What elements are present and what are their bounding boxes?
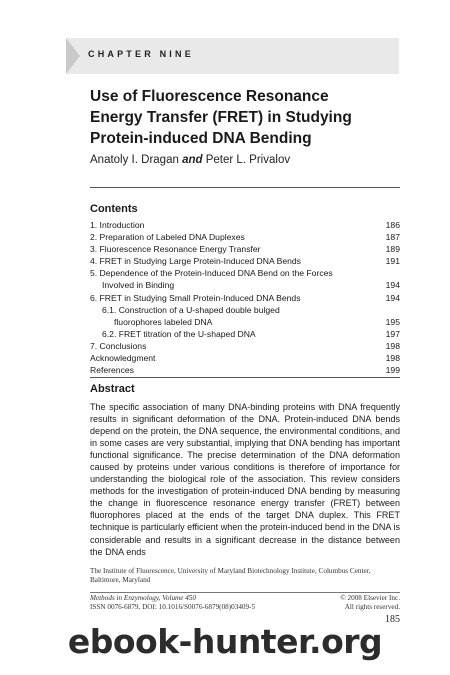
toc-item[interactable]: Acknowledgment 198	[90, 353, 400, 364]
issn-doi[interactable]: ISSN 0076-6879, DOI: 10.1016/S0076-6879(08)03409-5	[90, 603, 256, 611]
chapter-label: CHAPTER NINE	[88, 49, 194, 59]
footer-divider	[90, 592, 400, 593]
issn-line	[90, 603, 400, 612]
copyright: © 2008 Elsevier Inc.	[340, 594, 400, 602]
author-second: Peter L. Privalov	[205, 154, 291, 166]
rights: All rights reserved.	[344, 603, 400, 611]
journal: Methods in Enzymology, Volume 450	[90, 594, 196, 602]
toc-item[interactable]: 3. Fluorescence Resonance Energy Transfer 189	[90, 244, 400, 255]
toc-item[interactable]: References 199	[90, 365, 400, 376]
toc-item[interactable]: 7. Conclusions 198	[90, 340, 400, 351]
title-line: Use of Fluorescence Resonance	[90, 88, 329, 105]
author-first: Anatoly I. Dragan	[90, 154, 179, 166]
title-line: Energy Transfer (FRET) in Studying	[90, 109, 352, 126]
table-of-contents	[90, 219, 400, 376]
authors	[90, 154, 290, 166]
toc-subitem[interactable]: 6.1. Construction of a U-shaped double bulged	[102, 304, 280, 315]
divider	[90, 187, 400, 188]
toc-item[interactable]: Involved in Binding 194	[102, 280, 400, 291]
abstract-heading: Abstract	[90, 383, 135, 395]
page-number: 185	[385, 614, 400, 625]
authors-and: and	[182, 154, 203, 166]
contents-heading: Contents	[90, 203, 138, 215]
watermark: ebook-hunter.org	[67, 622, 383, 661]
toc-subitem[interactable]: fluorophores labeled DNA 195	[114, 316, 400, 327]
chapter-banner-arrow	[66, 38, 80, 74]
chapter-title	[90, 86, 390, 149]
abstract-text: The specific association of many DNA-binding proteins with DNA frequently results in significant deformation of the DNA. Protein-induced DNA bends depend on the protein, the DNA sequence, the environmental conditions, and in some cases are very substantial, implying that DNA bending has important functional significance. The precise determination of the DNA deformation caused by proteins under various conditions is therefore of importance for understanding the biological role of the association. This review considers methods for the investigation of protein-induced DNA bending by measuring the change in fluorescence resonance energy transfer (FRET) between fluorophores placed at the ends of the target DNA duplex. This FRET technique is particularly efficient when the protein-induced bend in the DNA is considerable and results in a significant decrease in the distance between the DNA ends	[90, 402, 400, 557]
toc-item[interactable]: 4. FRET in Studying Large Protein-Induced DNA Bends 191	[90, 256, 400, 267]
toc-subitem[interactable]: 6.2. FRET titration of the U-shaped DNA 197	[102, 328, 400, 339]
publication-line	[90, 594, 400, 603]
divider	[90, 377, 400, 378]
toc-item[interactable]: 1. Introduction 186	[90, 220, 400, 230]
toc-item[interactable]: 5. Dependence of the Protein-Induced DNA Bend on the Forces	[90, 268, 333, 279]
toc-item[interactable]: 2. Preparation of Labeled DNA Duplexes 187	[90, 232, 400, 243]
title-line: Protein-induced DNA Bending	[90, 130, 312, 147]
affiliation: The Institute of Fluorescence, University of Maryland Biotechnology Institute, Columbus Center, Baltimore, Maryland	[90, 567, 371, 584]
toc-item[interactable]: 6. FRET in Studying Small Protein-Induced DNA Bends 194	[90, 292, 400, 303]
